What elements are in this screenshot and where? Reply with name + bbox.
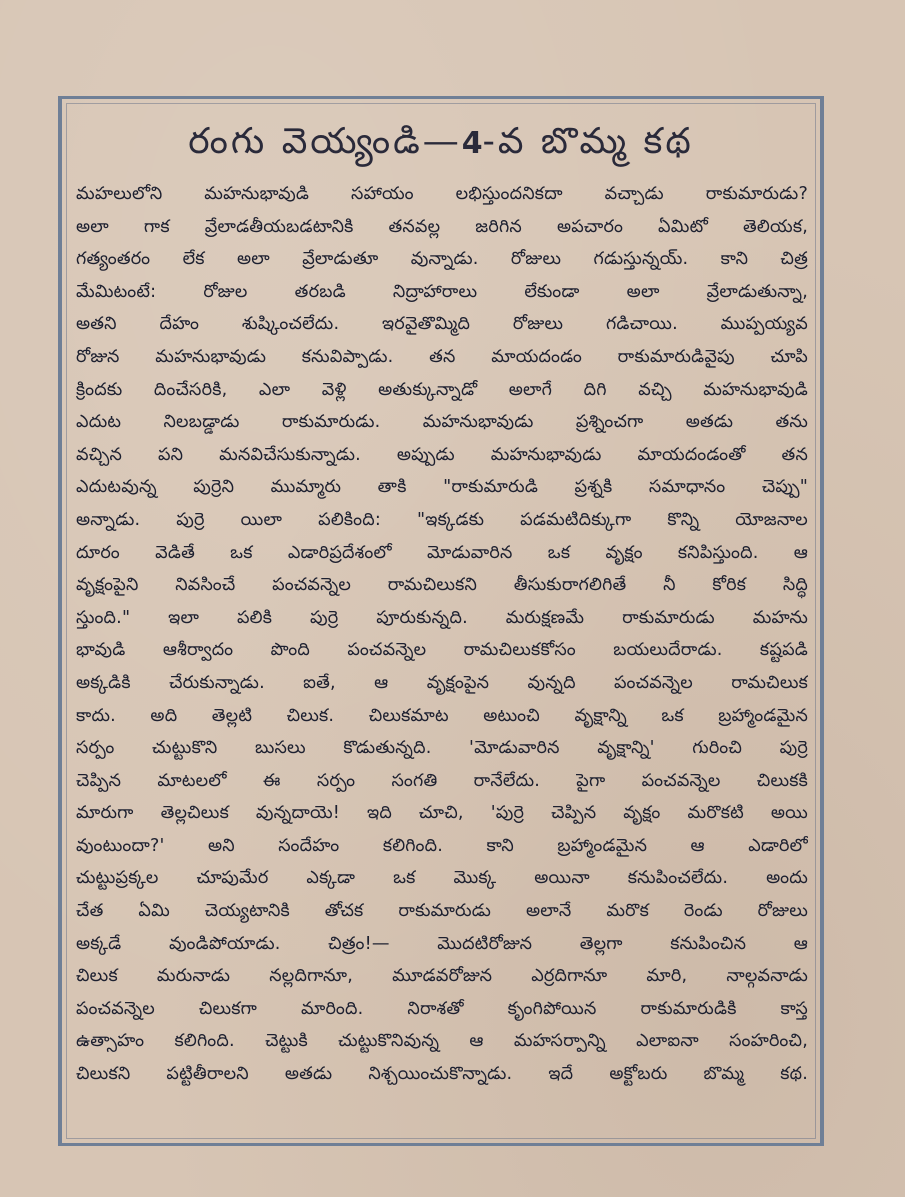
story-line: వుంటుందా?' అని సందేహం కలిగింది. కాని బ్రహ్మాండమైన ఆ ఎడారిలో <box>76 835 808 856</box>
story-line: క్రిందకు దించేసరికి, ఎలా వెళ్లి అతుక్కున్నాడో అలాగే దిగి వచ్చి మహనుభావుడి <box>76 379 808 400</box>
story-line: చుట్టుప్రక్కల చూపుమేర ఎక్కడా ఒక మొక్క అయినా కనుపించలేదు. అందు <box>76 868 808 889</box>
story-line: అలా గాక వ్రేలాడతీయబడటానికి తనవల్ల జరిగిన అపచారం ఏమిటో తెలియక, <box>76 216 808 237</box>
story-line: పంచవన్నెల చిలుకగా మారింది. నిరాశతో కృంగిపోయిన రాకుమారుడికి కాస్త <box>76 998 808 1019</box>
story-line: ఎదుట నిలబడ్డాడు రాకుమారుడు. మహనుభావుడు ప్రశ్నించగా అతడు తను <box>76 412 808 433</box>
story-line: వచ్చిన పని మనవిచేసుకున్నాడు. అప్పుడు మహనుభావుడు మాయదండంతో తన <box>76 444 808 465</box>
story-line: అన్నాడు. పుర్రె యిలా పలికింది: "ఇక్కడకు పడమటిదిక్కుగా కొన్ని యోజనాల <box>76 509 808 530</box>
title-number: 4 <box>461 126 483 161</box>
story-title <box>58 116 824 170</box>
story-line: వృక్షంపైని నివసించే పంచవన్నెల రామచిలుకని తీసుకురాగలిగితే నీ కోరిక సిద్ధి <box>76 575 808 596</box>
story-body <box>76 178 808 1091</box>
story-line: గత్యంతరం లేక అలా వ్రేలాడుతూ వున్నాడు. రోజులు గడుస్తున్నయ్. కాని చిత్ర <box>76 249 808 270</box>
story-line: అక్కడికి చేరుకున్నాడు. ఐతే, ఆ వృక్షంపైన వున్నది పంచవన్నెల రామచిలుక <box>76 672 808 693</box>
story-line: సర్పం చుట్టుకొని బుసలు కొడుతున్నది. 'మోడువారిన వృక్షాన్ని' గురించి పుర్రె <box>76 738 808 759</box>
story-line: అతని దేహం శుష్కించలేదు. ఇరవైతొమ్మిది రోజులు గడిచాయి. ముప్పయ్యవ <box>76 314 808 335</box>
story-line: రోజున మహనుభావుడు కనువిప్పాడు. తన మాయదండం రాకుమారుడివైపు చూపి <box>76 346 808 367</box>
story-line: చేత ఏమి చెయ్యటానికి తోచక రాకుమారుడు అలానే మరొక రెండు రోజులు <box>76 901 808 922</box>
story-line: భావుడి ఆశీర్వాదం పొంది పంచవన్నెల రామచిలుకకోసం బయలుదేరాడు. కష్టపడి <box>76 640 808 661</box>
story-line: ఎదుటవున్న పుర్రెని ముమ్మారు తాకి "రాకుమారుడి ప్రశ్నకి సమాధానం చెప్పు" <box>76 477 808 498</box>
story-line: అక్కడే వుండిపోయాడు. చిత్రం!— మొదటిరోజున తెల్లగా కనుపించిన ఆ <box>76 933 808 954</box>
story-line: ఉత్సాహం కలిగింది. చెట్టుకి చుట్టుకొనివున్న ఆ మహసర్పాన్ని ఎలాఐనా సంహరించి, <box>76 1031 808 1052</box>
title-suffix: -వ బొమ్మ కథ <box>482 121 694 162</box>
story-line: చిలుక మరునాడు నల్లదిగానూ, మూడవరోజున ఎర్రదిగానూ మారి, నాల్గవనాడు <box>76 966 808 987</box>
story-line: కాదు. అది తెల్లటి చిలుక. చిలుకమాట అటుంచి వృక్షాన్ని ఒక బ్రహ్మాండమైన <box>76 705 808 726</box>
story-line-last: చిలుకని పట్టితీరాలని అతడు నిశ్చయించుకొన్నాడు. ఇదే అక్టోబరు బొమ్మ కథ. <box>76 1064 808 1085</box>
story-line: స్తుంది." ఇలా పలికి పుర్రె పూరుకున్నది. మరుక్షణమే రాకుమారుడు మహను <box>76 607 808 628</box>
title-prefix: రంగు వెయ్యండి— <box>188 121 462 162</box>
story-line: మారుగా తెల్లచిలుక వున్నదాయె! ఇది చూచి, 'పుర్రె చెప్పిన వృక్షం మరొకటి అయి <box>76 803 808 824</box>
story-line: మహలులోని మహనుభావుడి సహాయం లభిస్తుందనికదా వచ్చాడు రాకుమారుడు? <box>76 184 808 204</box>
story-line: దూరం వెడితే ఒక ఎడారిప్రదేశంలో మోడువారిన ఒక వృక్షం కనిపిస్తుంది. ఆ <box>76 542 808 563</box>
story-line: మేమిటంటే: రోజుల తరబడి నిద్రాహారాలు లేకుండా అలా వ్రేలాడుతున్నా, <box>76 281 808 302</box>
story-line: చెప్పిన మాటలలో ఈ సర్పం సంగతి రానేలేదు. పైగా పంచవన్నెల చిలుకకి <box>76 770 808 791</box>
